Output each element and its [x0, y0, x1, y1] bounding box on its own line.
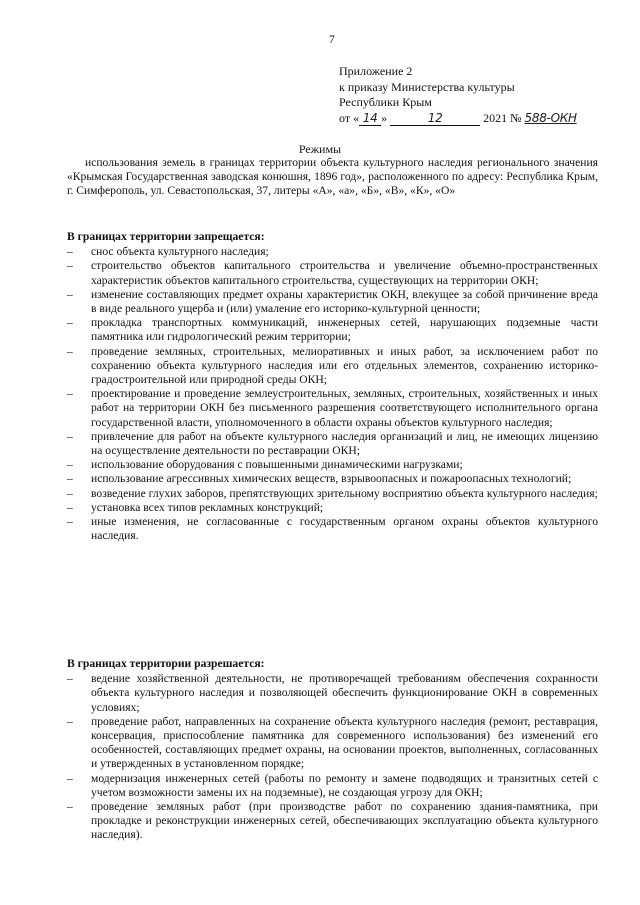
- dash-bullet: –: [67, 344, 73, 358]
- list-item-text: привлечение для работ на объекте культурного наследия организаций и лиц, не имеющих лицензию на осуществление деятельности по реставрации ОКН;: [91, 429, 598, 458]
- dash-bullet: –: [67, 429, 73, 443]
- prohibited-list: [67, 245, 598, 543]
- order-date-line: [339, 111, 577, 127]
- dash-bullet: –: [67, 458, 73, 472]
- list-item-text: использование оборудования с повышенными динамическими нагрузками;: [91, 458, 463, 472]
- intro-paragraph: использования земель в границах территории объекта культурного наследия регионального значения «Крымская Государственная заводская конюшня, 1896 год», расположенного по адресу: Республика Крым, г. Симферополь, ул. Севастопольская, 37, литеры «А», «а», «Б», «В», «К», «О»: [67, 156, 598, 198]
- list-item-text: проведение работ, направленных на сохранение объекта культурного наследия (ремонт, реставрация, консервация, приспособление памятника для современного использования) без изменений его особенностей, составляющих предмет охраны, на основании проектов, выполненных, согласованных и утвержденных в установленном порядке;: [91, 714, 598, 771]
- dash-bullet: –: [67, 387, 73, 401]
- dash-bullet: –: [67, 500, 73, 514]
- dash-bullet: –: [67, 245, 73, 259]
- appendix-line-2: к приказу Министерства культуры: [339, 79, 515, 94]
- appendix-header: [339, 64, 577, 126]
- list-item: [67, 316, 598, 344]
- list-item: [67, 259, 598, 287]
- dash-bullet: –: [67, 316, 73, 330]
- list-item: [67, 772, 598, 800]
- date-quote-close: »: [381, 110, 388, 125]
- list-item-text: установка всех типов рекламных конструкций;: [91, 500, 324, 514]
- order-day: 14: [359, 112, 381, 126]
- prohibited-section: [67, 230, 598, 543]
- list-item-text: проведение земляных работ (при производстве работ по сохранению здания-памятника, при прокладке и реконструкции инженерных сетей, обеспечивающих эксплуатацию объекта культурного наследия).: [91, 800, 598, 842]
- list-item: [67, 387, 598, 430]
- order-year: 2021 №: [483, 110, 522, 125]
- appendix-line-1: Приложение 2: [339, 64, 413, 78]
- list-item-text: строительство объектов капитального строительства и увеличение объемно-пространственных характеристик объектов капитального строительства, существующих на территории ОКН;: [91, 259, 598, 287]
- dash-bullet: –: [67, 714, 73, 728]
- list-item: [67, 430, 598, 458]
- list-item-text: изменение составляющих предмет охраны характеристик ОКН, влекущее за собой причинение вреда в виде реального ущерба и (или) умаление его историко-культурной ценности;: [91, 287, 598, 316]
- list-item-text: снос объекта культурного наследия;: [91, 245, 269, 259]
- dash-bullet: –: [67, 672, 73, 686]
- list-item-text: использование агрессивных химических веществ, взрывоопасных и пожароопасных технологий;: [91, 472, 572, 486]
- list-item-text: проектирование и проведение землеустроительных, земляных, строительных, хозяйственных и иных работ на территории ОКН без письменного разрешения соответствующего исполнительного органа государственной власти, уполномоченного в области охраны объектов культурного наследия;: [91, 387, 598, 429]
- prohibited-heading: В границах территории запрещается:: [67, 230, 265, 243]
- list-item: [67, 245, 598, 259]
- list-item: [67, 472, 598, 486]
- list-item: [67, 458, 598, 472]
- list-item-text: прокладка транспортных коммуникаций, инженерных сетей, нарушающих подземные части памятника или гидрологический режим территории;: [91, 316, 598, 344]
- dash-bullet: –: [67, 771, 73, 785]
- order-month: 12: [390, 112, 480, 126]
- list-item: [67, 672, 598, 715]
- allowed-heading: В границах территории разрешается:: [67, 657, 265, 670]
- dash-bullet: –: [67, 287, 73, 301]
- document-title: Режимы: [298, 142, 342, 156]
- dash-bullet: –: [67, 515, 73, 529]
- dash-bullet: –: [67, 259, 73, 273]
- order-number: 588-ОКН: [524, 110, 577, 125]
- dash-bullet: –: [67, 800, 73, 814]
- list-item: [67, 715, 598, 772]
- page-number: 7: [329, 34, 335, 46]
- list-item-text: ведение хозяйственной деятельности, не противоречащей требованиям обеспечения сохранности объекта культурного наследия и позволяющей обеспечить функционирование ОКН в современных условиях;: [91, 672, 598, 714]
- allowed-list: [67, 672, 598, 842]
- list-item: [67, 515, 598, 543]
- date-prefix: от «: [339, 110, 360, 125]
- allowed-section: [67, 657, 598, 843]
- list-item-text: модернизация инженерных сетей (работы по ремонту и замене подводящих и транзитных сетей с учетом возможности замены их на подземные), не создающая угрозу для ОКН;: [91, 771, 598, 799]
- dash-bullet: –: [67, 472, 73, 486]
- dash-bullet: –: [67, 486, 73, 500]
- list-item: [67, 345, 598, 388]
- list-item-text: иные изменения, не согласованные с государственным органом охраны объектов культурного наследия.: [91, 515, 598, 543]
- list-item-text: возведение глухих заборов, препятствующих зрительному восприятию объекта культурного наследия;: [91, 486, 598, 500]
- list-item-text: проведение земляных, строительных, мелиоративных и иных работ, за исключением работ по сохранению объекта культурного наследия или его отдельных элементов, сохранению историко-градостроительной или природной среды ОКН;: [91, 344, 598, 387]
- list-item: [67, 288, 598, 316]
- list-item: [67, 487, 598, 501]
- appendix-line-3: Республики Крым: [339, 95, 432, 109]
- list-item: [67, 501, 598, 515]
- list-item: [67, 800, 598, 843]
